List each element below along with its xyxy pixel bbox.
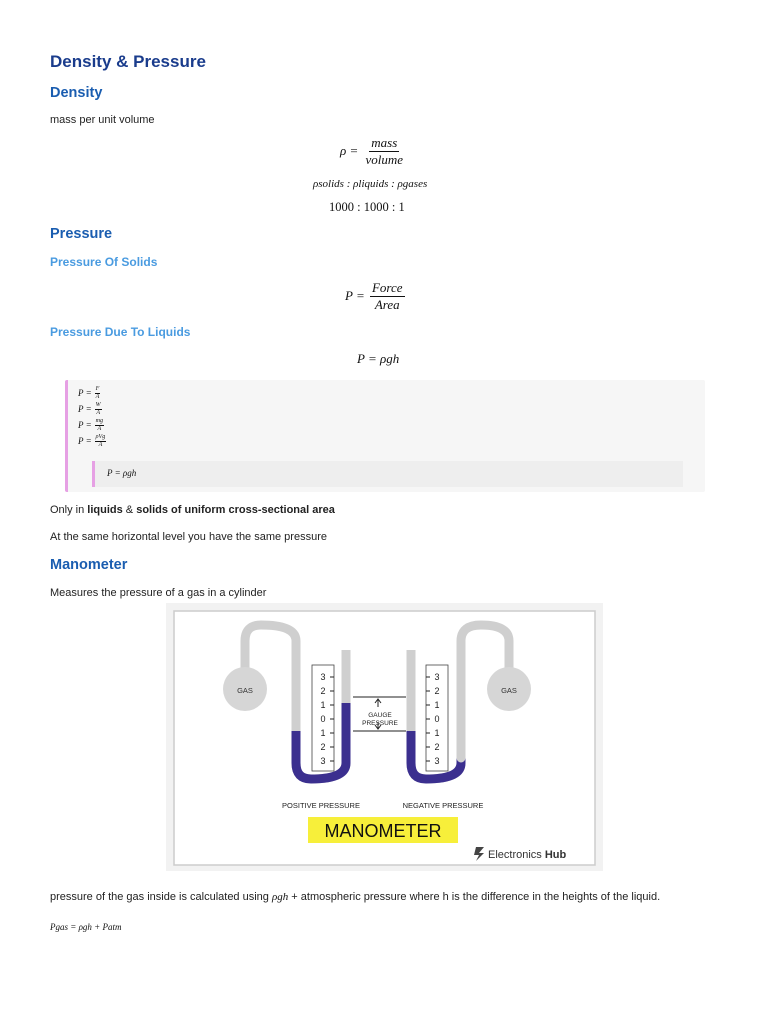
same-level-note: At the same horizontal level you have the same pressure (50, 531, 327, 543)
scale-left-label: 2 (320, 742, 326, 752)
density-ratio-labels: ρsolids : ρliquids : ρgases (313, 178, 428, 190)
scale-right-label: 0 (434, 714, 440, 724)
nested-callout (92, 461, 683, 487)
callout-numerator: ρVg (95, 433, 106, 440)
note-prefix: Only in (50, 504, 88, 516)
density-formula (340, 136, 407, 168)
explanation-post: + atmospheric pressure where h is the difference in the heights of the liquid. (288, 891, 661, 903)
pressure-solids-heading: Pressure Of Solids (50, 255, 158, 269)
solids-formula-lhs: P = (345, 287, 365, 303)
callout-formula-list (78, 385, 108, 449)
note-solids: solids of uniform cross-sectional area (136, 504, 335, 516)
density-heading: Density (50, 85, 103, 101)
gas-pressure-formula: Pgas = ρgh + Patm (50, 922, 122, 932)
uniform-area-note (50, 504, 335, 516)
callout-line (78, 433, 108, 449)
scale-left-label: 3 (320, 756, 326, 766)
density-numerator: mass (369, 136, 399, 152)
page-title: Density & Pressure (50, 52, 206, 71)
scale-right-label: 2 (434, 686, 440, 696)
callout-fraction (95, 402, 102, 416)
density-fraction (364, 136, 406, 168)
callout-lhs: P = (78, 420, 92, 430)
scale-left-label: 3 (320, 672, 326, 682)
note-liquids: liquids (87, 504, 123, 516)
callout-lhs: P = (78, 436, 92, 446)
callout-denominator: A (98, 441, 103, 448)
density-denominator: volume (365, 152, 404, 168)
callout-line (78, 417, 108, 433)
manometer-heading: Manometer (50, 557, 128, 573)
manometer-description: Measures the pressure of a gas in a cylinder (50, 587, 267, 599)
negative-pressure-label: NEGATIVE PRESSURE (402, 801, 484, 810)
callout-numerator: F (95, 385, 100, 392)
nested-callout-formula: P = ρgh (107, 468, 137, 478)
scale-left-label: 0 (320, 714, 326, 724)
gauge-label-2: PRESSURE (362, 720, 398, 727)
scale-left-label: 2 (320, 686, 326, 696)
manometer-diagram (166, 603, 603, 871)
callout-numerator: W (95, 401, 101, 408)
positive-pressure-label: POSITIVE PRESSURE (282, 801, 360, 810)
explanation-pre: pressure of the gas inside is calculated using (50, 891, 272, 903)
gauge-label-1: GAUGE (368, 712, 392, 719)
scale-left-label: 1 (320, 700, 326, 710)
scale-right-label: 2 (434, 742, 440, 752)
explanation-math: ρgh (271, 891, 289, 903)
callout-fraction (95, 434, 107, 448)
pressure-liquids-heading: Pressure Due To Liquids (50, 325, 191, 339)
callout-denominator: A (96, 409, 100, 416)
callout-denominator: A (95, 393, 100, 400)
callout-lhs: P = (78, 388, 92, 398)
solids-denominator: Area (374, 297, 400, 313)
density-ratio-values: 1000 : 1000 : 1 (329, 200, 405, 214)
callout-lhs: P = (78, 404, 92, 414)
callout-line (78, 401, 108, 417)
callout-numerator: mg (95, 417, 104, 424)
scale-right-label: 1 (434, 700, 440, 710)
scale-left-label: 1 (320, 728, 326, 738)
liquids-formula: P = ρgh (357, 351, 400, 366)
scale-right-label: 3 (434, 672, 440, 682)
callout-line (78, 385, 108, 401)
manometer-explanation (50, 889, 720, 905)
left-gas-label: GAS (237, 686, 253, 695)
solids-numerator: Force (370, 281, 405, 297)
scale-right-label: 1 (434, 728, 440, 738)
note-amp: & (122, 504, 137, 516)
manometer-figure (166, 603, 603, 871)
manometer-banner-text: MANOMETER (324, 821, 442, 841)
solids-formula (345, 281, 407, 313)
right-gas-label: GAS (501, 686, 517, 695)
pressure-heading: Pressure (50, 226, 113, 242)
solids-fraction (370, 281, 405, 313)
callout-fraction (95, 418, 104, 432)
scale-right-label: 3 (434, 756, 440, 766)
density-formula-lhs: ρ = (340, 142, 359, 158)
callout-fraction (95, 386, 101, 400)
density-definition: mass per unit volume (50, 114, 155, 126)
callout-denominator: A (97, 425, 102, 432)
brand-text: Electronics Hub (488, 849, 567, 861)
